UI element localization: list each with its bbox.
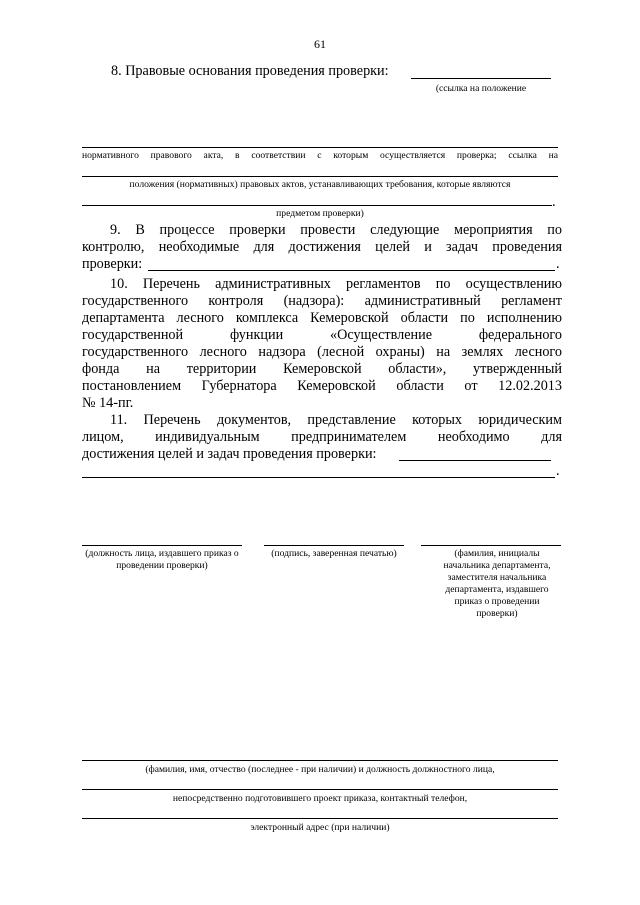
- section-8-hint-4: предметом проверки): [276, 208, 364, 219]
- section-10-line-6: фонда на территории Кемеровской области», утвержденный: [82, 361, 562, 377]
- footer-text-1: (фамилия, имя, отчество (последнее - при наличии) и должность должностного лица,: [145, 764, 495, 775]
- footer-line-1: [82, 760, 558, 761]
- section-10-line-3: департамента лесного комплекса Кемеровской области по исполнению: [82, 310, 562, 326]
- section-9-line-1: 9. В процессе проверки провести следующие мероприятия по: [110, 222, 562, 238]
- section-9-line-3: проверки:: [82, 256, 143, 272]
- section-8-line-1: [82, 147, 558, 148]
- signature-position-line: [82, 545, 242, 546]
- section-11-line-3: достижения целей и задач проведения проверки:: [82, 446, 377, 462]
- section-11-blank-2: [82, 477, 555, 478]
- section-8-blank: [411, 78, 551, 79]
- signature-sign-label: (подпись, заверенная печатью): [271, 548, 397, 559]
- section-10-line-1: 10. Перечень административных регламентов по осуществлению: [110, 276, 562, 292]
- section-9-period: .: [556, 256, 560, 272]
- section-11-line-2: лицом, индивидуальным предпринимателем необходимо для: [82, 429, 562, 445]
- footer-text-3: электронный адрес (при наличии): [250, 822, 390, 833]
- section-10-line-4: государственной функции «Осуществление федерального: [82, 327, 562, 343]
- page-number: 61: [314, 37, 326, 51]
- section-11-period: .: [556, 463, 560, 479]
- section-8-hint-2: нормативного правового акта, в соответствии с которым осуществляется проверка; ссылка на: [82, 150, 558, 161]
- section-8-label: 8. Правовые основания проведения проверки:: [111, 63, 389, 79]
- signature-name-line: [421, 545, 561, 546]
- signature-position-label: (должность лица, издавшего приказ о проведении проверки): [85, 548, 239, 571]
- section-9-line-2: контролю, необходимые для достижения целей и задач проведения: [82, 239, 562, 255]
- section-8-line-2: [82, 176, 558, 177]
- footer-text-2: непосредственно подготовившего проект приказа, контактный телефон,: [172, 793, 468, 804]
- section-9-blank: [148, 270, 555, 271]
- section-11-blank-1: [399, 460, 551, 461]
- footer-line-2: [82, 789, 558, 790]
- footer-line-3: [82, 818, 558, 819]
- section-10-line-2: государственного контроля (надзора): административный регламент: [82, 293, 562, 309]
- section-8-hint-1: (ссылка на положение: [435, 83, 527, 94]
- section-10-line-5: государственного лесного надзора (лесной охраны) на землях лесного: [82, 344, 562, 360]
- section-10-line-8: № 14-пг.: [82, 395, 134, 411]
- section-8-hint-3: положения (нормативных) правовых актов, устанавливающих требования, которые являются: [129, 179, 511, 190]
- section-8-period: .: [552, 194, 556, 210]
- signature-name-label: (фамилия, инициалы начальника департамента, заместителя начальника департамента, издавшего приказ о проведении проверки): [443, 548, 551, 619]
- section-10-line-7: постановлением Губернатора Кемеровской области от 12.02.2013: [82, 378, 562, 394]
- section-8-line-3: [82, 205, 552, 206]
- section-11-line-1: 11. Перечень документов, представление которых юридическим: [110, 412, 562, 428]
- signature-sign-line: [264, 545, 404, 546]
